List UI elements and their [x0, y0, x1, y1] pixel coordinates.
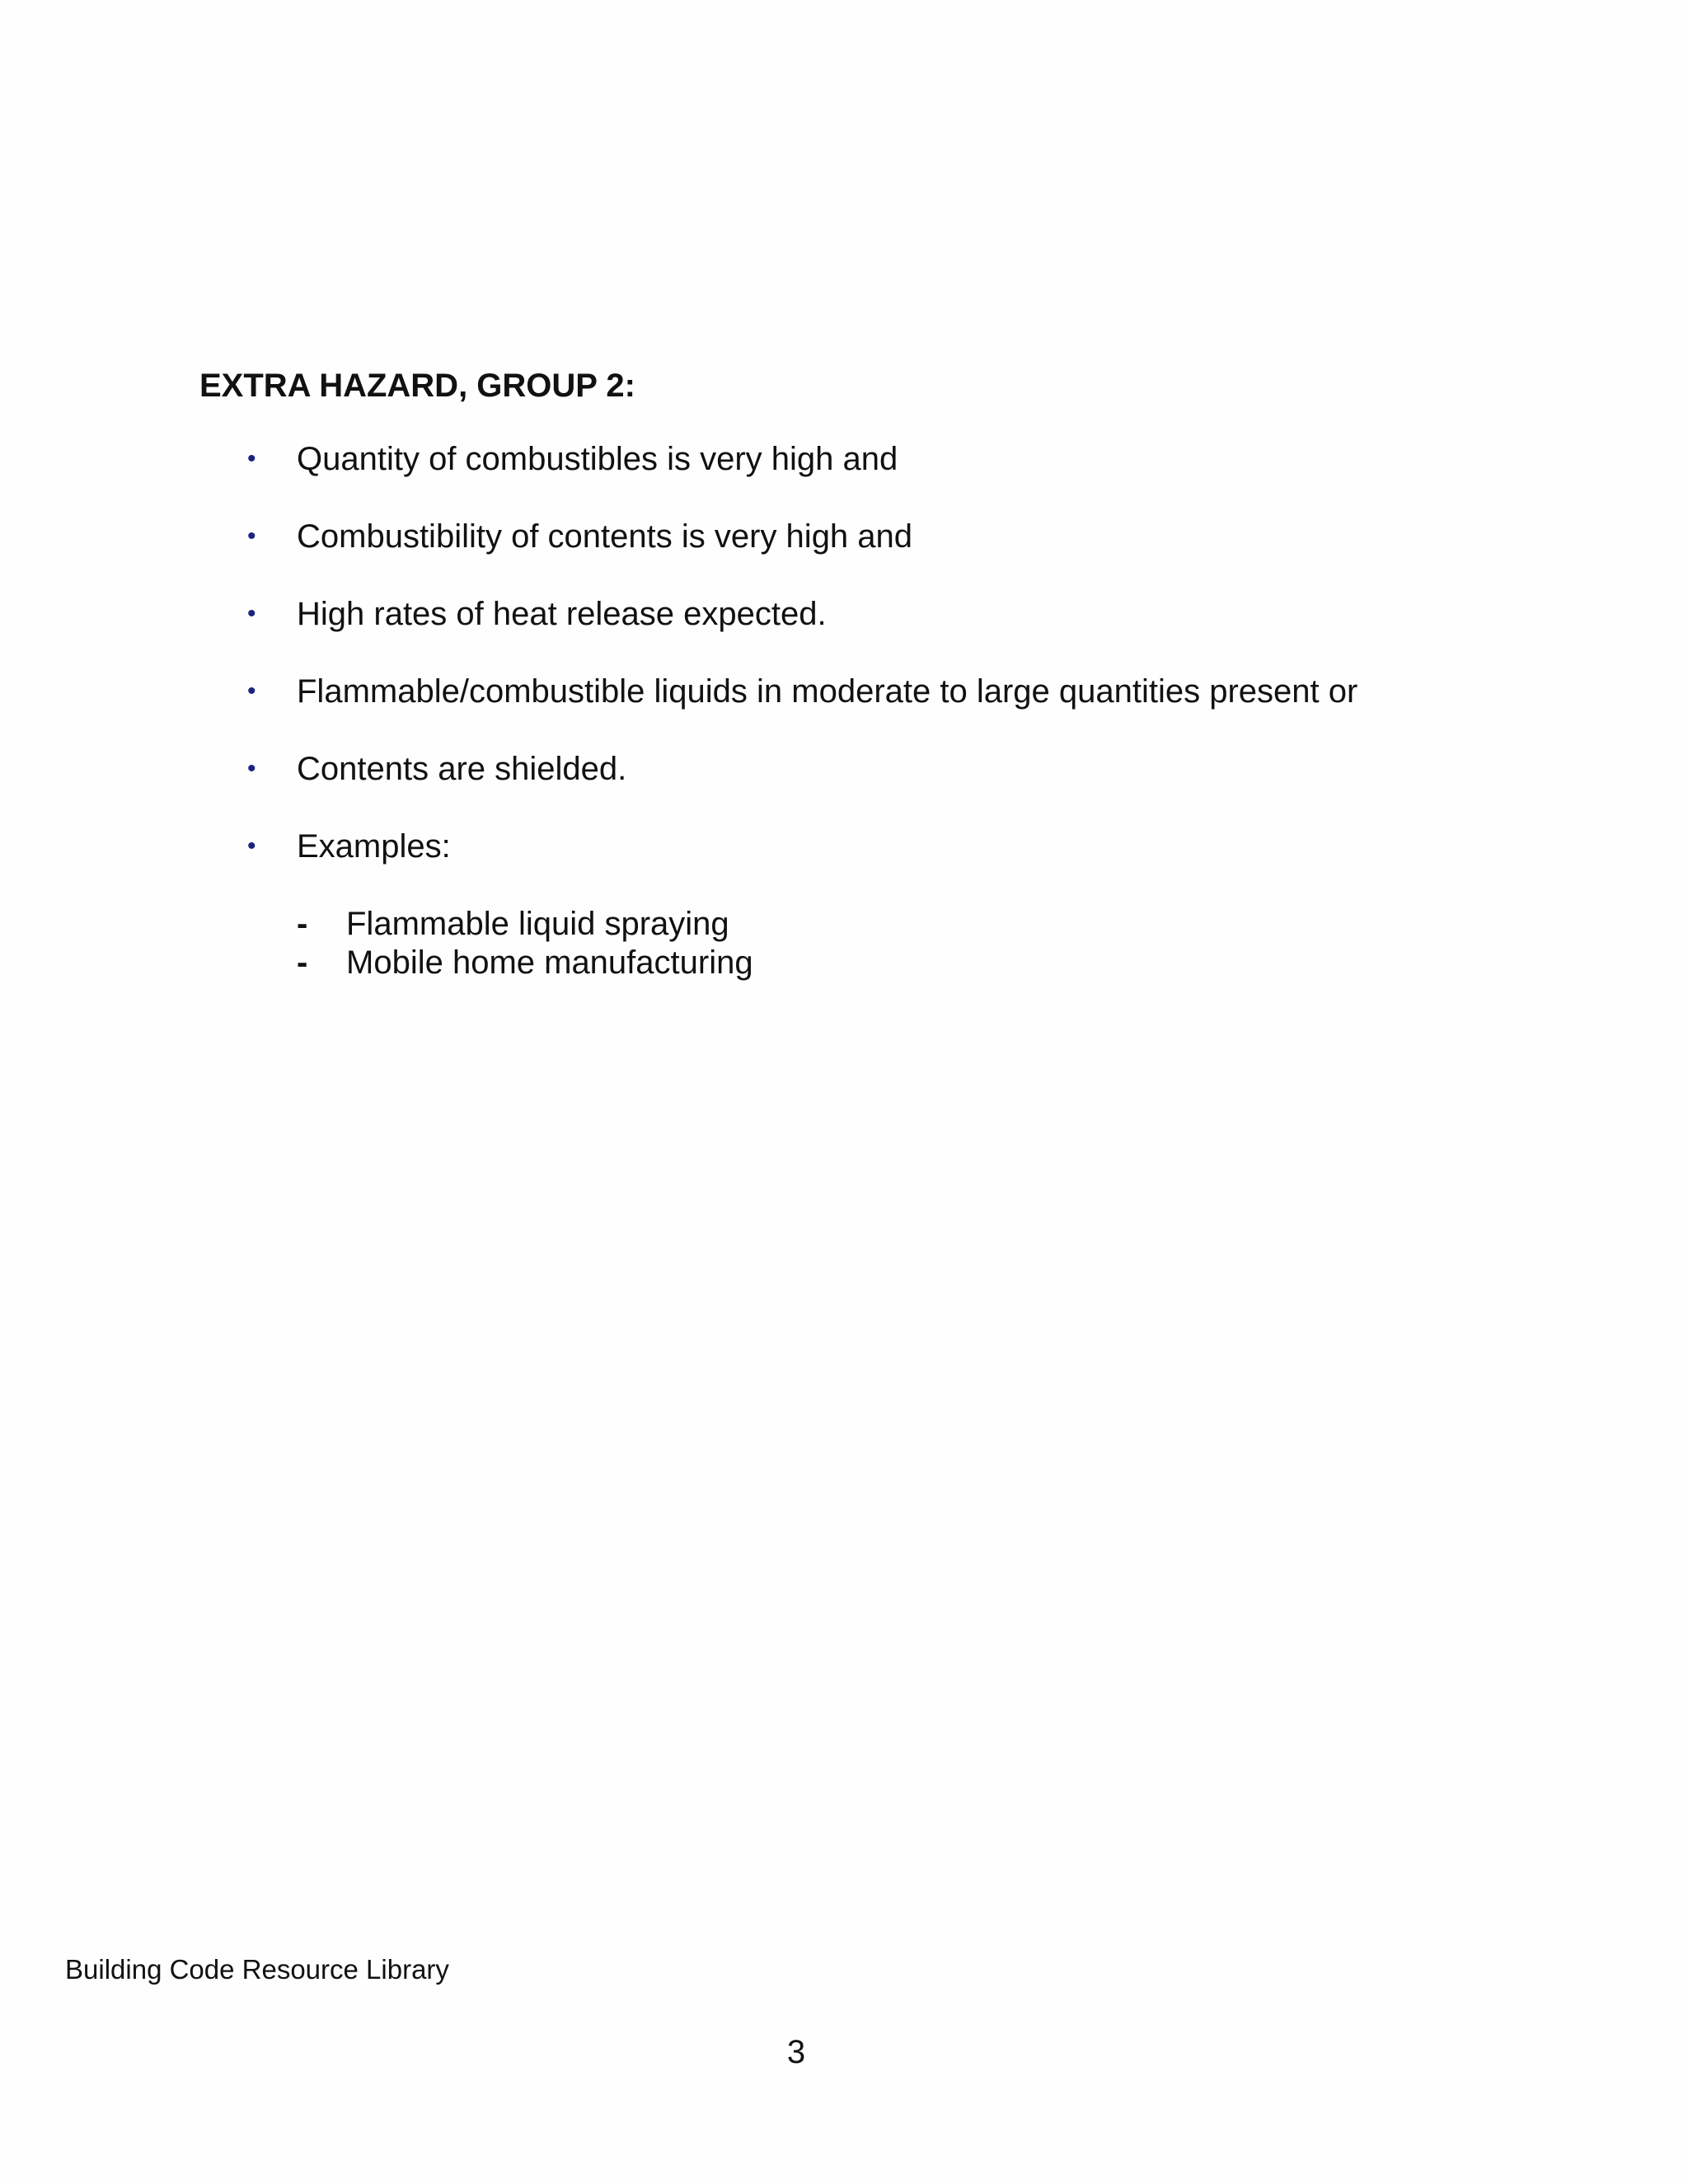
- dash-icon: -: [297, 944, 308, 981]
- footer-library-name: Building Code Resource Library: [65, 1954, 449, 1985]
- dash-icon: -: [297, 906, 308, 942]
- bullet-icon: •: [247, 445, 256, 472]
- list-item-text: Examples:: [297, 828, 451, 865]
- bullet-icon: •: [247, 832, 256, 860]
- example-text: Flammable liquid spraying: [346, 906, 729, 942]
- page-number: 3: [786, 2034, 806, 2070]
- bullet-icon: •: [247, 755, 256, 782]
- list-item-text: Quantity of combustibles is very high and: [297, 441, 898, 477]
- list-item-text: Flammable/combustible liquids in moderate to large quantities present or: [297, 673, 1358, 710]
- bullet-icon: •: [247, 523, 256, 550]
- section-heading: EXTRA HAZARD, GROUP 2:: [199, 368, 635, 404]
- bullet-icon: •: [247, 600, 256, 627]
- example-text: Mobile home manufacturing: [346, 944, 753, 981]
- list-item-text: Contents are shielded.: [297, 751, 627, 787]
- list-item-text: High rates of heat release expected.: [297, 596, 827, 632]
- bullet-icon: •: [247, 677, 256, 705]
- list-item-text: Combustibility of contents is very high and: [297, 518, 913, 555]
